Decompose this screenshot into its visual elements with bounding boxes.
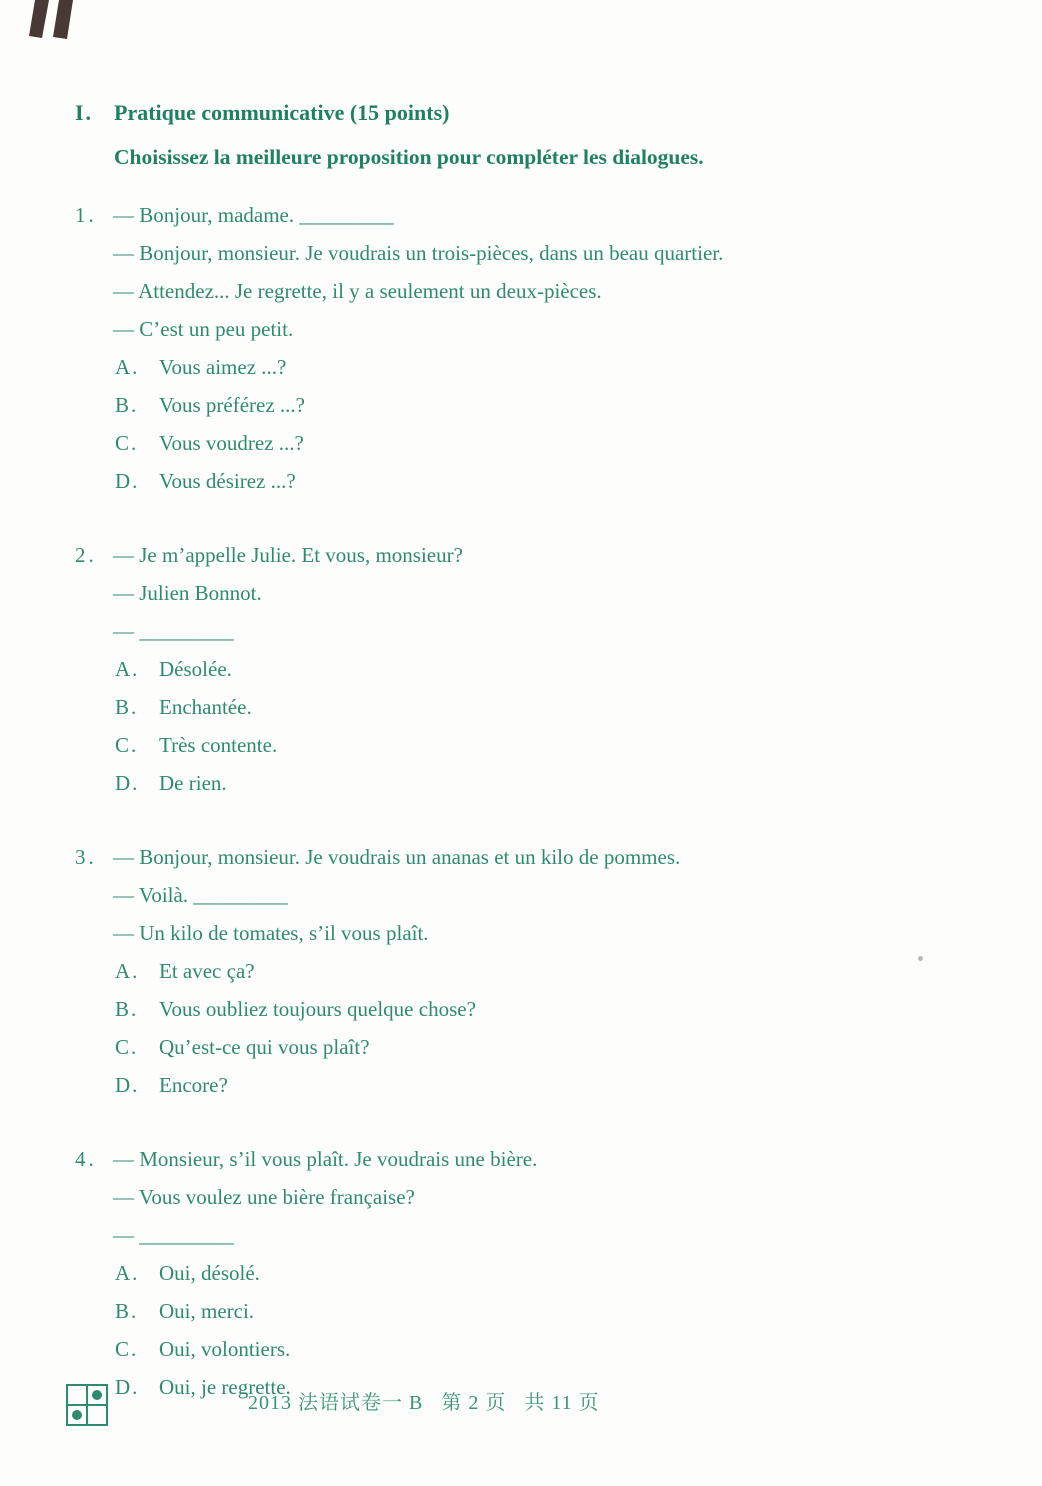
dialogue-line: — C’est un peu petit. xyxy=(113,317,294,341)
dialogue-line: — _________ xyxy=(113,1223,234,1247)
grid-cell xyxy=(67,1405,87,1425)
dialogue-line: — Bonjour, monsieur. Je voudrais un ananas et un kilo de pommes. xyxy=(113,845,681,869)
option-row xyxy=(115,1028,982,1066)
option-row xyxy=(115,462,982,500)
option-letter: D. xyxy=(115,1375,140,1399)
option-letter: A. xyxy=(115,959,140,983)
option-text: Oui, je regrette. xyxy=(159,1375,291,1399)
grid-cell xyxy=(87,1405,107,1425)
option-row xyxy=(115,348,982,386)
option-row xyxy=(115,688,982,726)
page-corner-mark-icon xyxy=(28,0,82,42)
option-letter: D. xyxy=(115,1073,140,1097)
dialogue-lines xyxy=(113,1140,982,1254)
option-text: De rien. xyxy=(159,771,227,795)
option-row xyxy=(115,424,982,462)
question-list xyxy=(75,196,982,1406)
section-header xyxy=(75,96,982,130)
option-text: Oui, désolé. xyxy=(159,1261,260,1285)
option-text: Enchantée. xyxy=(159,695,252,719)
option-text: Encore? xyxy=(159,1073,228,1097)
dialogue-line: — _________ xyxy=(113,619,234,643)
option-text: Vous désirez ...? xyxy=(159,469,296,493)
option-list xyxy=(75,1254,982,1406)
option-text: Oui, volontiers. xyxy=(159,1337,291,1361)
option-list xyxy=(75,650,982,802)
question xyxy=(75,536,982,802)
option-text: Qu’est-ce qui vous plaît? xyxy=(159,1035,370,1059)
option-letter: C. xyxy=(115,733,139,757)
option-row xyxy=(115,1292,982,1330)
option-row xyxy=(115,990,982,1028)
question xyxy=(75,196,982,500)
dialogue-lines xyxy=(113,838,982,952)
section-number: I. xyxy=(75,100,94,125)
question-number: 2. xyxy=(75,543,97,567)
dialogue-line: — Bonjour, monsieur. Je voudrais un trois-pièces, dans un beau quartier. xyxy=(113,241,724,265)
dialogue-line: — Monsieur, s’il vous plaît. Je voudrais une bière. xyxy=(113,1147,538,1171)
question-number: 1. xyxy=(75,203,97,227)
option-list xyxy=(75,348,982,500)
dialogue-lines xyxy=(113,536,982,650)
dialogue-line: — Attendez... Je regrette, il y a seulement un deux-pièces. xyxy=(113,279,602,303)
option-letter: D. xyxy=(115,469,140,493)
option-text: Vous voudrez ...? xyxy=(159,431,304,455)
dialogue-line: — Voilà. _________ xyxy=(113,883,288,907)
question xyxy=(75,838,982,1104)
grid-cell xyxy=(87,1385,107,1405)
option-letter: C. xyxy=(115,1035,139,1059)
footer-page-label: 2013 法语试卷一 B 第 2 页 共 11 页 xyxy=(248,1392,600,1414)
grid-dot xyxy=(72,1410,82,1420)
option-text: Désolée. xyxy=(159,657,232,681)
footer-grid-dots-icon xyxy=(66,1384,108,1426)
option-text: Vous oubliez toujours quelque chose? xyxy=(159,997,476,1021)
option-letter: A. xyxy=(115,657,140,681)
option-letter: C. xyxy=(115,431,139,455)
dialogue-line: — Je m’appelle Julie. Et vous, monsieur? xyxy=(113,543,463,567)
dialogue-line: — Un kilo de tomates, s’il vous plaît. xyxy=(113,921,429,945)
dialogue-lines xyxy=(113,196,982,348)
option-list xyxy=(75,952,982,1104)
option-letter: B. xyxy=(115,393,139,417)
question-number: 3. xyxy=(75,845,97,869)
option-row xyxy=(115,1330,982,1368)
option-letter: D. xyxy=(115,771,140,795)
option-letter: C. xyxy=(115,1337,139,1361)
option-row xyxy=(115,726,982,764)
option-row xyxy=(115,650,982,688)
scan-stray-mark xyxy=(918,956,923,961)
option-text: Très contente. xyxy=(159,733,278,757)
option-row xyxy=(115,952,982,990)
option-text: Vous préférez ...? xyxy=(159,393,305,417)
option-letter: B. xyxy=(115,695,139,719)
grid-cell xyxy=(67,1385,87,1405)
grid-dot xyxy=(92,1390,102,1400)
question-number: 4. xyxy=(75,1147,97,1171)
option-text: Oui, merci. xyxy=(159,1299,255,1323)
dialogue-line: — Vous voulez une bière française? xyxy=(113,1185,415,1209)
option-row xyxy=(115,1254,982,1292)
option-text: Vous aimez ...? xyxy=(159,355,287,379)
question xyxy=(75,1140,982,1406)
section-title: Pratique communicative (15 points) xyxy=(114,100,450,125)
option-letter: A. xyxy=(115,1261,140,1285)
option-row xyxy=(115,1066,982,1104)
option-letter: B. xyxy=(115,1299,139,1323)
dialogue-line: — Bonjour, madame. _________ xyxy=(113,203,394,227)
option-letter: A. xyxy=(115,355,140,379)
option-letter: B. xyxy=(115,997,139,1021)
dialogue-line: — Julien Bonnot. xyxy=(113,581,262,605)
option-text: Et avec ça? xyxy=(159,959,255,983)
option-row xyxy=(115,764,982,802)
option-row xyxy=(115,386,982,424)
section-instruction: Choisissez la meilleure proposition pour compléter les dialogues. xyxy=(114,145,704,169)
